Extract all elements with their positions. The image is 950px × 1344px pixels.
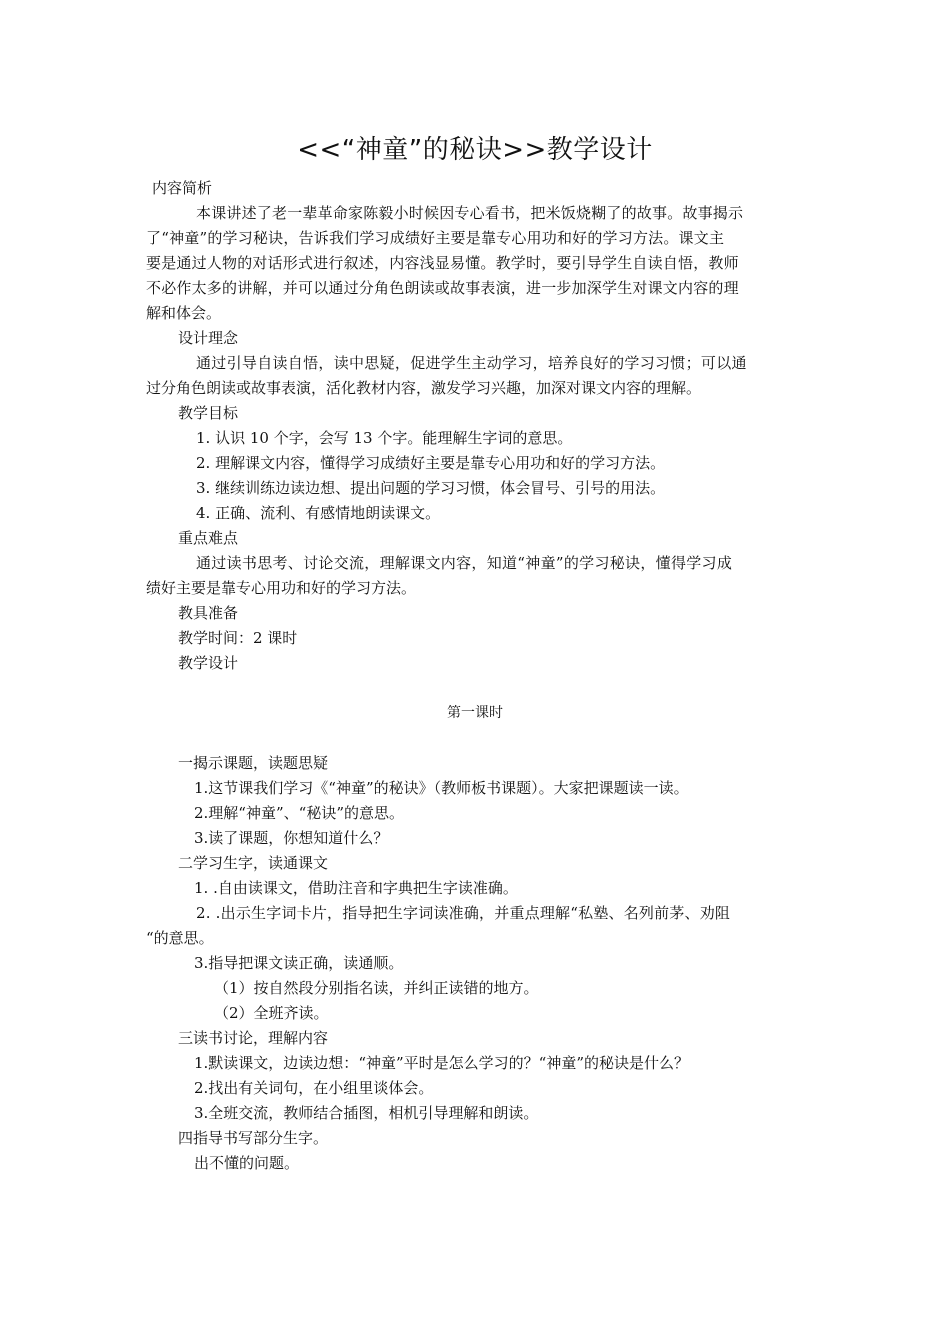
section-heading: 一揭示课题，读题思疑 bbox=[178, 754, 329, 772]
paragraph-line: 不必作太多的讲解，并可以通过分角色朗读或故事表演，进一步加深学生对课文内容的理 bbox=[146, 279, 739, 297]
heading-teaching-design: 教学设计 bbox=[178, 654, 239, 672]
goal-item: 3. 继续训练边读边想、提出问题的学习习惯，体会冒号、引号的用法。 bbox=[196, 479, 666, 497]
step-item: 3.指导把课文读正确，读通顺。 bbox=[194, 954, 404, 972]
paragraph-line: 了“神童”的学习秘诀，告诉我们学习成绩好主要是靠专心用功和好的学习方法。课文主 bbox=[146, 229, 725, 247]
goal-item: 1. 认识 10 个字，会写 13 个字。能理解生字词的意思。 bbox=[196, 429, 573, 447]
paragraph-line: 通过读书思考、讨论交流，理解课文内容，知道“神童”的学习秘诀，懂得学习成 bbox=[196, 554, 733, 572]
heading-key-points: 重点难点 bbox=[178, 529, 239, 547]
paragraph-line: 本课讲述了老一辈革命家陈毅小时候因专心看书，把米饭烧糊了的故事。故事揭示 bbox=[196, 204, 744, 222]
step-item: 1.默读课文，边读边想：“神童”平时是怎么学习的？“神童”的秘诀是什么？ bbox=[194, 1054, 689, 1072]
paragraph-line: 过分角色朗读或故事表演，活化教材内容，激发学习兴趣，加深对课文内容的理解。 bbox=[146, 379, 702, 397]
step-item: 1.这节课我们学习《“神童”的秘诀》（教师板书课题）。大家把课题读一读。 bbox=[194, 779, 689, 797]
paragraph-line: 通过引导自读自悟，读中思疑，促进学生主动学习，培养良好的学习习惯；可以通 bbox=[196, 354, 747, 372]
lesson-heading: 第一课时 bbox=[447, 705, 503, 721]
paragraph-line: 要是通过人物的对话形式进行叙述，内容浅显易懂。教学时，要引导学生自读自悟，教师 bbox=[146, 254, 739, 272]
heading-content-analysis: 内容简析 bbox=[152, 179, 213, 197]
section-heading: 三读书讨论，理解内容 bbox=[178, 1029, 329, 1047]
sub-step-item: （2）全班齐读。 bbox=[214, 1004, 329, 1022]
step-item: 2. .出示生字词卡片，指导把生字词读准确，并重点理解“私塾、名列前茅、劝阻 bbox=[196, 904, 731, 922]
paragraph-line: 出不懂的问题。 bbox=[194, 1154, 300, 1172]
goal-item: 4. 正确、流利、有感情地朗读课文。 bbox=[196, 504, 441, 522]
goal-item: 2. 理解课文内容，懂得学习成绩好主要是靠专心用功和好的学习方法。 bbox=[196, 454, 666, 472]
heading-materials: 教具准备 bbox=[178, 604, 239, 622]
heading-teaching-goals: 教学目标 bbox=[178, 404, 239, 422]
document-title: <<“神童”的秘诀>>教学设计 bbox=[297, 135, 653, 165]
sub-step-item: （1）按自然段分别指名读，并纠正读错的地方。 bbox=[214, 979, 539, 997]
step-item: 3.读了课题，你想知道什么？ bbox=[194, 829, 389, 847]
step-item: 2.理解“神童”、“秘诀”的意思。 bbox=[194, 804, 404, 822]
step-item: 3.全班交流，教师结合插图，相机引导理解和朗读。 bbox=[194, 1104, 539, 1122]
section-heading: 四指导书写部分生字。 bbox=[178, 1129, 329, 1147]
step-item: 2.找出有关词句，在小组里谈体会。 bbox=[194, 1079, 434, 1097]
step-item-continuation: “的意思。 bbox=[146, 929, 214, 947]
heading-teaching-time: 教学时间：2 课时 bbox=[178, 629, 298, 647]
step-item: 1. .自由读课文，借助注音和字典把生字读准确。 bbox=[194, 879, 518, 897]
paragraph-line: 绩好主要是靠专心用功和好的学习方法。 bbox=[146, 579, 417, 597]
heading-design-concept: 设计理念 bbox=[178, 329, 239, 347]
section-heading: 二学习生字，读通课文 bbox=[178, 854, 329, 872]
paragraph-line: 解和体会。 bbox=[146, 304, 222, 322]
